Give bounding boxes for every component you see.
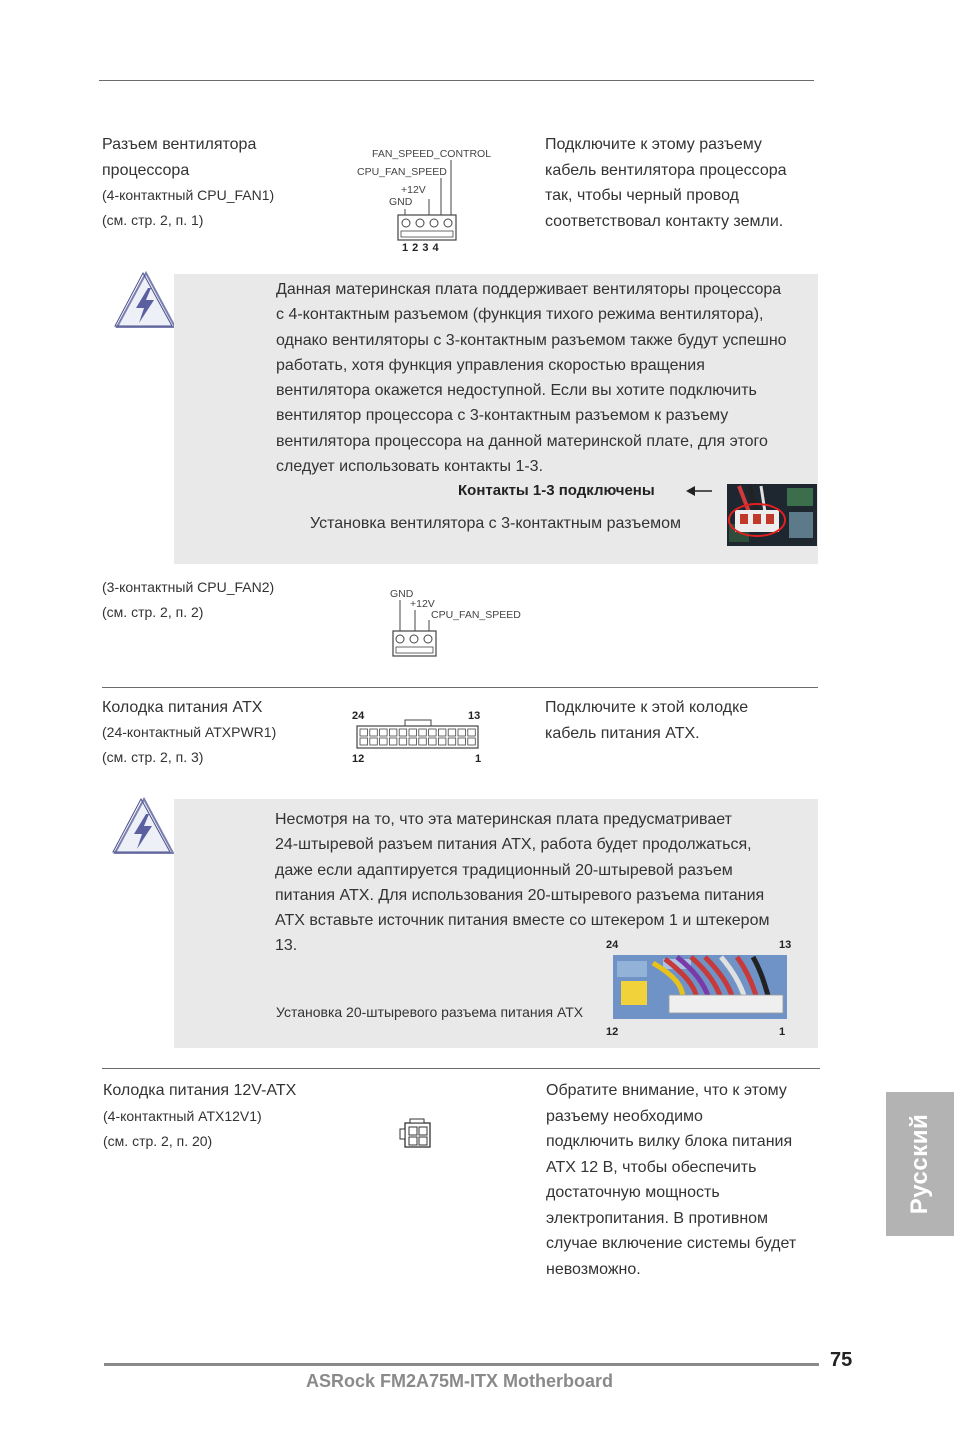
photo-pin-13: 13 xyxy=(779,939,792,951)
atx-pin-cell xyxy=(360,738,368,745)
atx12v-connector-icon xyxy=(398,1117,434,1151)
atx-pin-cell xyxy=(370,738,378,745)
atx12v-description: Обратите внимание, что к этому разъему необходимо подключить вилку блока питания ATX 12 В, чтобы обеспечить достаточную мощность электропитания. В противном случае включение системы будет невозможно. xyxy=(546,1082,797,1278)
atx-pin-cell xyxy=(389,738,397,745)
photo-pin-24: 24 xyxy=(606,939,619,951)
cpu-fan2-ref: (см. стр. 2, п. 2) xyxy=(102,604,204,620)
atx-pin-cell xyxy=(429,738,437,745)
atx24-connector-icon xyxy=(350,708,490,768)
fan4-pin-numbers: 1 2 3 4 xyxy=(402,242,440,254)
atx-pin-cell xyxy=(458,729,466,736)
fan-speed-control-label: FAN_SPEED_CONTROL xyxy=(372,148,492,160)
atx-pin-cell xyxy=(429,729,437,736)
atx-description: Подключите к этой колодке кабель питания ATX. xyxy=(545,699,749,742)
atx-pin-1: 1 xyxy=(475,753,482,765)
atx-pin-cell xyxy=(370,729,378,736)
atx-pin-cell xyxy=(448,738,456,745)
atx12v-title: Колодка питания 12V-ATX xyxy=(103,1082,297,1099)
atx-pin-cell xyxy=(399,729,407,736)
warning-lightning-icon xyxy=(110,796,176,856)
atx-pin-13: 13 xyxy=(468,710,481,722)
cpu-fan-speed-label: CPU_FAN_SPEED xyxy=(431,609,521,621)
fan3-connector-icon xyxy=(388,586,528,662)
atx-pin-cell xyxy=(399,738,407,745)
atx-pin-cell xyxy=(419,738,427,745)
photo-pin-1: 1 xyxy=(779,1026,786,1038)
arrow-left-icon xyxy=(686,484,714,498)
top-rule xyxy=(99,80,814,81)
atx-pin-cell xyxy=(438,729,446,736)
atx-pin-cell xyxy=(419,729,427,736)
note2-text: Несмотря на то, что эта материнская плата предусматривает 24-штыревой разъем питания ATX, работа будет продолжаться, даже если адаптируется традиционный 20-штыревой разъем питания ATX. Для использования 20-штыревого разъема питания ATX вставьте источник питания вместе со штекером 1 и штекером 13. xyxy=(275,811,770,955)
gnd-label: GND xyxy=(389,196,413,208)
atx-pin-cell xyxy=(380,738,388,745)
atx20-install-photo xyxy=(613,955,787,1019)
atx-pin-cell xyxy=(360,729,368,736)
warning-lightning-icon xyxy=(112,270,178,330)
cpu-fan1-title: Разъем вентилятора процессора xyxy=(102,136,257,179)
atx-pin-cell xyxy=(458,738,466,745)
atx24-diagram xyxy=(350,708,490,768)
pins-connected-label: Контакты 1-3 подключены xyxy=(458,482,655,499)
footer-title: ASRock FM2A75M-ITX Motherboard xyxy=(306,1371,614,1391)
atx-pin-cell xyxy=(468,729,476,736)
install-3pin-caption: Установка вентилятора с 3-контактным разъемом xyxy=(310,515,681,532)
atx-title: Колодка питания ATX xyxy=(102,699,263,716)
cpu-fan2-diagram xyxy=(388,586,528,662)
cpu-fan-speed-label: CPU_FAN_SPEED xyxy=(357,166,447,178)
cpu-fan1-spec: (4-контактный CPU_FAN1) xyxy=(102,187,275,203)
photo-pin-12: 12 xyxy=(606,1026,619,1038)
footer-rule xyxy=(104,1363,819,1366)
atx-pin-cell xyxy=(448,729,456,736)
atx-pin-cell xyxy=(438,738,446,745)
atx-pin-24: 24 xyxy=(352,710,365,722)
atx-pin-cell xyxy=(409,738,417,745)
cpu-fan1-diagram xyxy=(355,145,515,260)
gnd-label: GND xyxy=(390,588,414,600)
atx-pin-cell xyxy=(409,729,417,736)
v12-label: +12V xyxy=(410,598,435,610)
atx-pin-12: 12 xyxy=(352,753,365,765)
atx-spec: (24-контактный ATXPWR1) xyxy=(102,724,277,740)
atx-ref: (см. стр. 2, п. 3) xyxy=(102,749,204,765)
cpu-fan1-ref: (см. стр. 2, п. 1) xyxy=(102,212,204,228)
page-number: 75 xyxy=(830,1349,853,1371)
fan-install-photo xyxy=(727,484,817,546)
atx-pin-cell xyxy=(380,729,388,736)
language-tab xyxy=(886,1092,954,1236)
atx12v-ref: (см. стр. 2, п. 20) xyxy=(103,1133,213,1149)
atx20-install-caption: Установка 20-штыревого разъема питания ATX xyxy=(276,1004,584,1020)
v12-label: +12V xyxy=(401,184,426,196)
atx12v-rule xyxy=(102,1068,820,1069)
atx12v-spec: (4-контактный ATX12V1) xyxy=(103,1108,262,1124)
language-tab-label: Русский xyxy=(906,1113,933,1215)
atx-pin-cell xyxy=(468,738,476,745)
cpu-fan2-spec: (3-контактный CPU_FAN2) xyxy=(102,579,275,595)
cpu-fan1-description: Подключите к этому разъему кабель вентилятора процессора так, чтобы черный провод соответствовал контакту земли. xyxy=(545,136,787,230)
atx-pin-cell xyxy=(389,729,397,736)
note1-text: Данная материнская плата поддерживает вентиляторы процессора с 4-контактным разъемом (функция тихого режима вентилятора), однако вентиляторы с 3-контактным разъемом также будут успешно работать, хотя функция управления скоростью вращения вентилятора окажется недоступной. Если вы хотите подключить вентилятор процессора с 3-контактным разъемом к разъему вентилятора процессора на данной материнской плате, для этого следует использовать контакты 1-3. xyxy=(276,281,787,476)
atx-rule xyxy=(102,687,818,688)
